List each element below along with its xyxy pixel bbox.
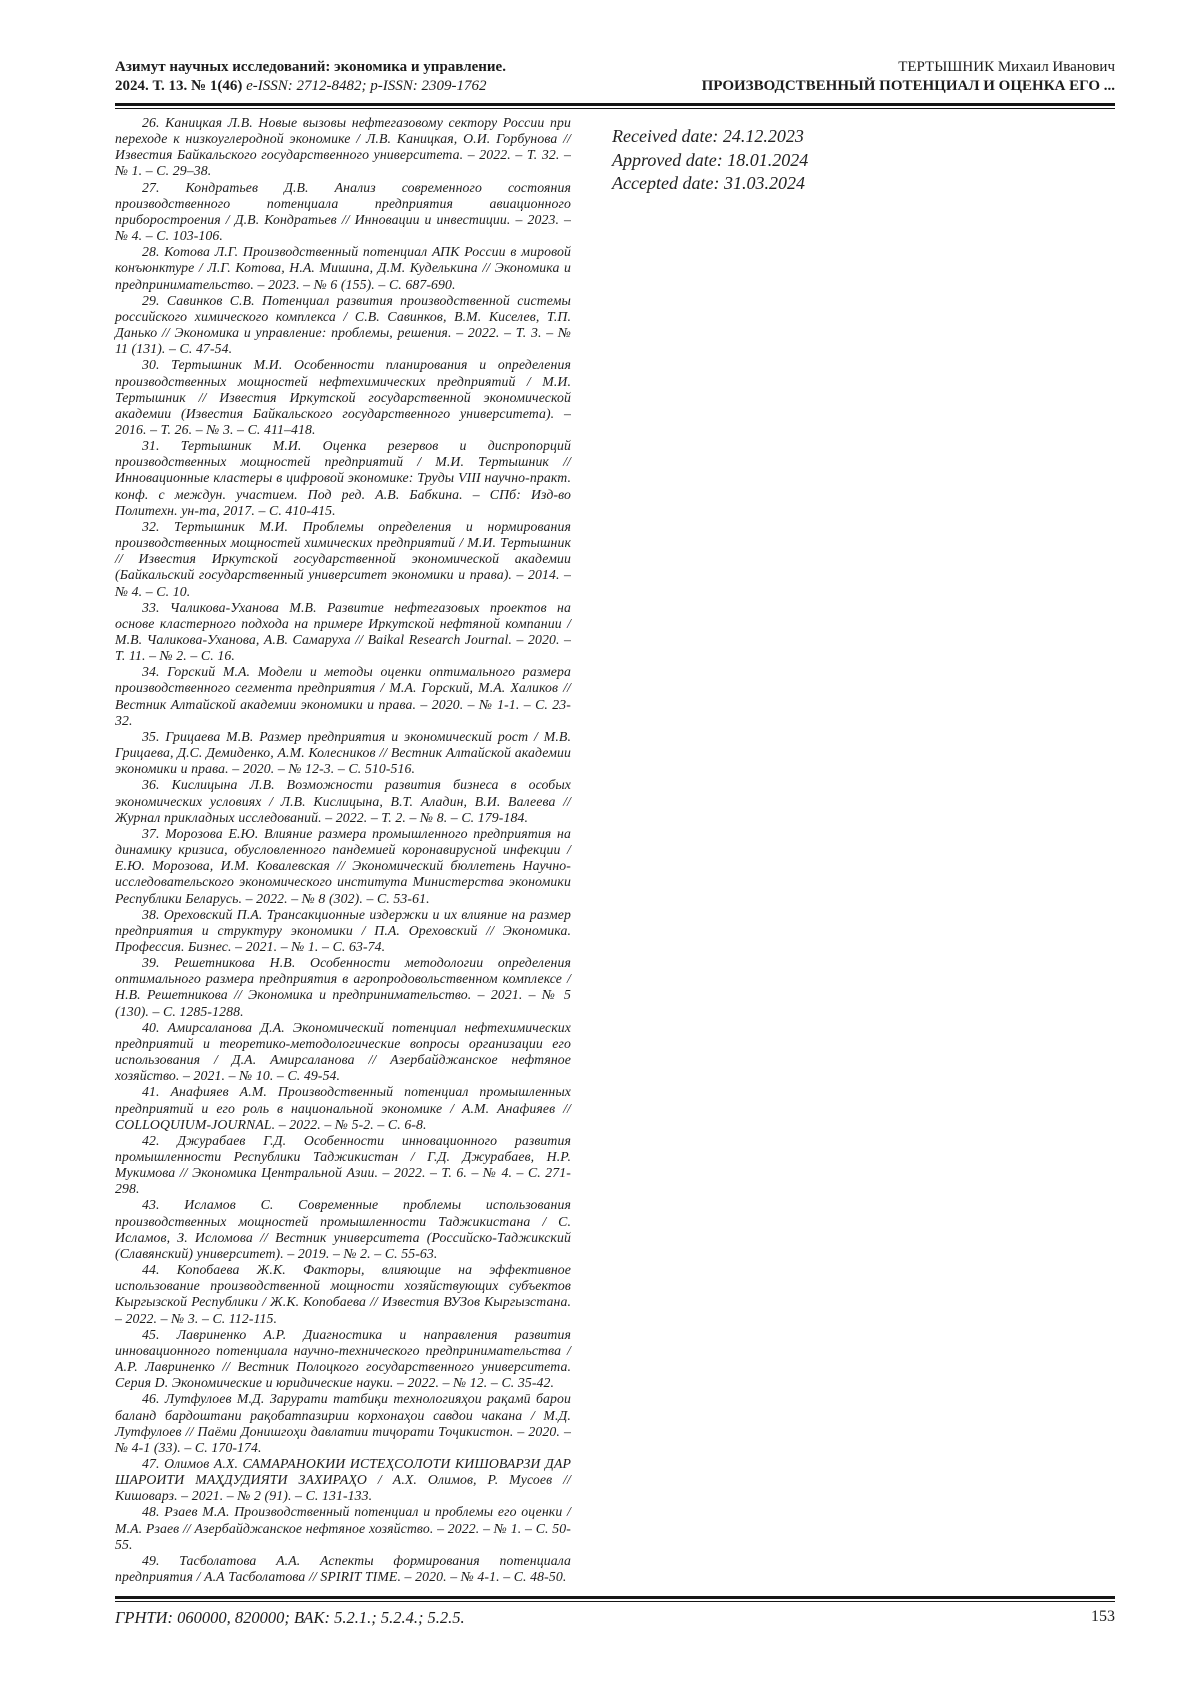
reference-item: 30. Тертышник М.И. Особенности планирования и определения производственных мощностей нефтехимических предприятий / М.И. Тертышник // Известия Иркутской государственной экономической академии (Известия Байкальского государственного университета). – 2016. – Т. 26. – № 3. – С. 411–418.: [115, 357, 571, 437]
reference-item: 39. Решетникова Н.В. Особенности методологии определения оптимального размера предприятия в агропродовольственном комплексе / Н.В. Решетникова // Экономика и предпринимательство. – 2021. – № 5 (130). – С. 1285-1288.: [115, 955, 571, 1019]
page-header: [115, 58, 1115, 96]
reference-item: 45. Лавриненко А.Р. Диагностика и направления развития инновационного потенциала научно-технического предпринимательства / А.Р. Лавриненко // Вестник Полоцкого государственного университета. Серия D. Экономические и юридические науки. – 2022. – № 12. – С. 35-42.: [115, 1326, 571, 1391]
reference-item: 38. Ореховский П.А. Трансакционные издержки и их влияние на размер предприятия и структуру экономики / П.А. Ореховский // Экономика. Профессия. Бизнес. – 2021. – № 1. – С. 63-74.: [115, 906, 571, 954]
reference-item: 48. Рзаев М.А. Производственный потенциал и проблемы его оценки / М.А. Рзаев // Азербайджанское нефтяное хозяйство. – 2022. – № 1. – С. 50-55.: [115, 1504, 571, 1552]
references-column: [115, 115, 571, 1585]
footer-rule: [115, 1596, 1115, 1602]
journal-issn: e-ISSN: 2712-8482; p-ISSN: 2309-1762: [246, 78, 487, 94]
accepted-date: Accepted date: 31.03.2024: [612, 173, 805, 193]
reference-item: 29. Савинков С.В. Потенциал развития производственной системы российского химического комплекса / С.В. Савинков, В.М. Киселев, Т.П. Данько // Экономика и управление: проблемы, решения. – 2022. – Т. 3. – № 11 (131). – С. 47-54.: [115, 292, 571, 357]
article-title: ПРОИЗВОДСТВЕННЫЙ ПОТЕНЦИАЛ И ОЦЕНКА ЕГО ...: [701, 78, 1115, 94]
page-number: 153: [1091, 1608, 1115, 1625]
reference-item: 49. Тасболатова А.А. Аспекты формирования потенциала предприятия / А.А Тасболатова // SPIRIT TIME. – 2020. – № 4-1. – С. 48-50.: [115, 1552, 571, 1585]
page-footer: [115, 1596, 1115, 1628]
reference-item: 36. Кислицына Л.В. Возможности развития бизнеса в особых экономических условиях / Л.В. Кислицына, В.Т. Аладин, В.И. Валеева // Журнал прикладных исследований. – 2022. – Т. 2. – № 8. – С. 179-184.: [115, 777, 571, 825]
author-name: ТЕРТЫШНИК Михаил Иванович: [898, 59, 1115, 75]
reference-item: 31. Тертышник М.И. Оценка резервов и диспропорций производственных мощностей предприятий / М.И. Тертышник // Инновационные кластеры в цифровой экономике: Труды VIII научно-практ. конф. с междун. участием. Под ред. А.В. Бабкина. – СПб: Изд-во Политехн. ун-та, 2017. – С. 410-415.: [115, 438, 571, 518]
page-content: [115, 58, 1115, 1585]
reference-item: 41. Анафияев А.М. Производственный потенциал промышленных предприятий и его роль в национальной экономике / А.М. Анафияев // COLLOQUIUM-JOURNAL. – 2022. – № 5-2. – С. 6-8.: [115, 1084, 571, 1132]
footer-codes: ГРНТИ: 060000, 820000; ВАК: 5.2.1.; 5.2.4.; 5.2.5.: [115, 1608, 465, 1627]
header-rule-thick: [115, 103, 1115, 106]
header-rule-thin: [115, 108, 1115, 109]
reference-item: 26. Каницкая Л.В. Новые вызовы нефтегазовому сектору России при переходе к низкоуглеродной экономике / Л.В. Каницкая, О.И. Горбунова // Известия Байкальского государственного университета. – 2022. – Т. 32. – № 1. – С. 29–38.: [115, 115, 571, 179]
reference-item: 43. Исламов С. Современные проблемы использования производственных мощностей промышленности Таджикистана / С. Исламов, З. Исломова // Вестник университета (Российско-Таджикский (Славянский) университет). – 2019. – № 2. – С. 55-63.: [115, 1197, 571, 1261]
footer-line: [115, 1608, 1115, 1628]
reference-item: 28. Котова Л.Г. Производственный потенциал АПК России в мировой конъюнктуре / Л.Г. Котова, Н.А. Мишина, Д.М. Куделькина // Экономика и предпринимательство. – 2023. – № 6 (155). – С. 687-690.: [115, 244, 571, 292]
reference-item: 47. Олимов А.Х. САМАРАНОКИИ ИСТЕҲСОЛОТИ КИШОВАРЗИ ДАР ШАРОИТИ МАҲДУДИЯТИ ЗАХИРАҲО / А.Х. Олимов, Р. Мусоев // Кишоварз. – 2021. – № 2 (91). – С. 131-133.: [115, 1455, 571, 1504]
dates-block: [612, 115, 808, 1585]
journal-info: [115, 58, 506, 96]
reference-item: 34. Горский М.А. Модели и методы оценки оптимального размера производственного сегмента предприятия / М.А. Горский, М.А. Халиков // Вестник Алтайской академии экономики и права. – 2020. – № 1-1. – С. 23-32.: [115, 664, 571, 728]
header-rule: [115, 103, 1115, 109]
journal-issue: 2024. Т. 13. № 1(46): [115, 78, 247, 94]
body-columns: [115, 115, 1115, 1585]
approved-date: Approved date: 18.01.2024: [612, 149, 809, 170]
reference-item: 40. Амирсаланова Д.А. Экономический потенциал нефтехимических предприятий и теоретико-методологические вопросы организации его использования / Д.А. Амирсаланова // Азербайджанское нефтяное хозяйство. – 2021. – № 10. – С. 49-54.: [115, 1019, 571, 1084]
reference-item: 32. Тертышник М.И. Проблемы определения и нормирования производственных мощностей химических предприятий / М.И. Тертышник // Известия Иркутской государственной экономической академии (Байкальский государственный университет экономики и права). – 2014. – № 4. – С. 10.: [115, 518, 571, 599]
reference-item: 37. Морозова Е.Ю. Влияние размера промышленного предприятия на динамику кризиса, обусловленного пандемией коронавирусной инфекции / Е.Ю. Морозова, И.М. Ковалевская // Экономический бюллетень Научно-исследовательского экономического института Министерства экономики Республики Беларусь. – 2022. – № 8 (302). – С. 53-61.: [115, 825, 571, 906]
footer-rule-thin: [115, 1601, 1115, 1602]
reference-item: 46. Лутфулоев М.Д. Зарурати татбиқи технологияҳои рақамӣ барои баланд бардоштани рақобатпазирии корхонаҳои савдои чакана / М.Д. Лутфулоев // Паёми Донишгоҳи давлатии тиҷорати Тоҷикистон. – 2020. – № 4-1 (33). – С. 170-174.: [115, 1391, 571, 1455]
reference-item: 42. Джурабаев Г.Д. Особенности инновационного развития промышленности Республики Таджикистан / Г.Д. Джурабаев, Н.Р. Мукимова // Экономика Центральной Азии. – 2022. – Т. 6. – № 4. – С. 271-298.: [115, 1132, 571, 1197]
footer-rule-thick: [115, 1596, 1115, 1599]
reference-item: 35. Грицаева М.В. Размер предприятия и экономический рост / М.В. Грицаева, Д.С. Демиденко, А.М. Колесников // Вестник Алтайской академии экономики и права. – 2020. – № 12-3. – С. 510-516.: [115, 728, 571, 777]
article-info: [702, 58, 1115, 96]
reference-item: 44. Копобаева Ж.К. Факторы, влияющие на эффективное использование производственной мощности хозяйствующих субъектов Кыргызской Республики / Ж.К. Копобаева // Известия ВУЗов Кыргызстана. – 2022. – № 3. – С. 112-115.: [115, 1262, 571, 1326]
reference-item: 27. Кондратьев Д.В. Анализ современного состояния производственного потенциала предприятия авиационного приборостроения / Д.В. Кондратьев // Инновации и инвестиции. – 2023. – № 4. – С. 103-106.: [115, 179, 571, 244]
journal-issue-line: [115, 77, 506, 96]
received-date: Received date: 24.12.2023: [612, 126, 804, 146]
reference-item: 33. Чаликова-Уханова М.В. Развитие нефтегазовых проектов на основе кластерного подхода на примере Иркутской нефтяной компании / М.В. Чаликова-Уханова, А.В. Самаруха // Baikal Research Journal. – 2020. – Т. 11. – № 2. – С. 16.: [115, 599, 571, 664]
journal-title: Азимут научных исследований: экономика и управление.: [115, 59, 506, 75]
